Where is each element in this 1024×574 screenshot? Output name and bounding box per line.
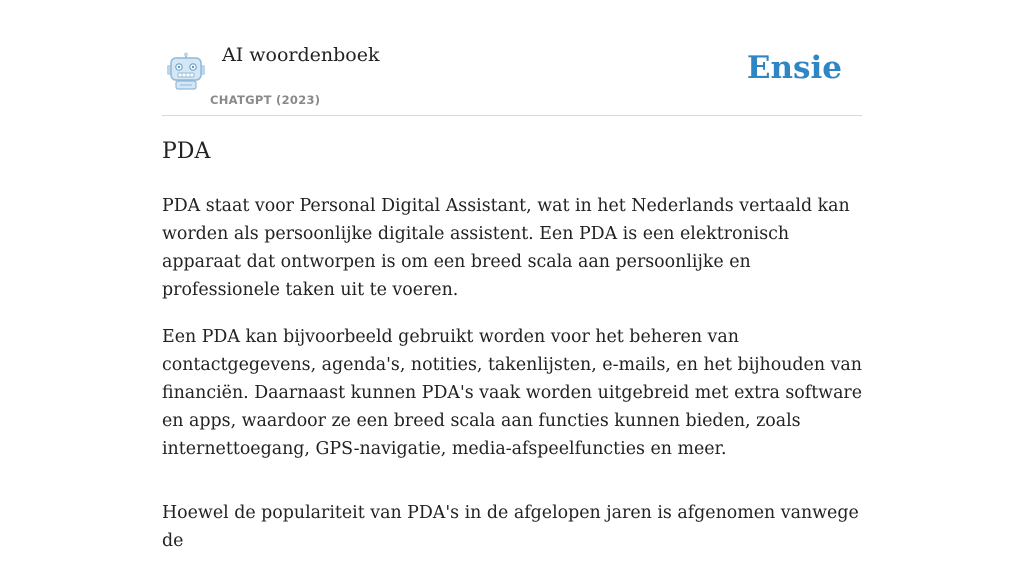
dictionary-source: CHATGPT (2023) [210,93,321,107]
content-container [162,0,863,551]
entry-term: PDA [162,139,211,164]
entry-paragraph: Hoewel de populariteit van PDA's in de afgelopen jaren is afgenomen vanwege de [162,503,859,551]
robot-icon [166,52,206,90]
brand-logo[interactable]: Ensie [746,50,842,86]
dictionary-title: AI woordenboek [222,44,380,66]
dictionary-header [162,0,862,116]
entry-paragraph: Een PDA kan bijvoorbeeld gebruikt worden voor het beheren van contactgegevens, agenda's, notities, takenlijsten, e-mails, en het bijhouden van financiën. Daarnaast kunnen PDA's vaak worden uitgebreid met extra software en apps, waardoor ze een breed scala aan functies kunnen bieden, zoals internettoegang, GPS-navigatie, media-afspeelfuncties en meer. [162,327,863,459]
entry-paragraph: PDA staat voor Personal Digital Assistant, wat in het Nederlands vertaald kan worden als persoonlijke digitale assistent. Een PDA is een elektronisch apparaat dat ontworpen is om een breed scala aan persoonlijke en professionele taken uit te voeren. [162,196,850,300]
entry-body [162,192,870,574]
